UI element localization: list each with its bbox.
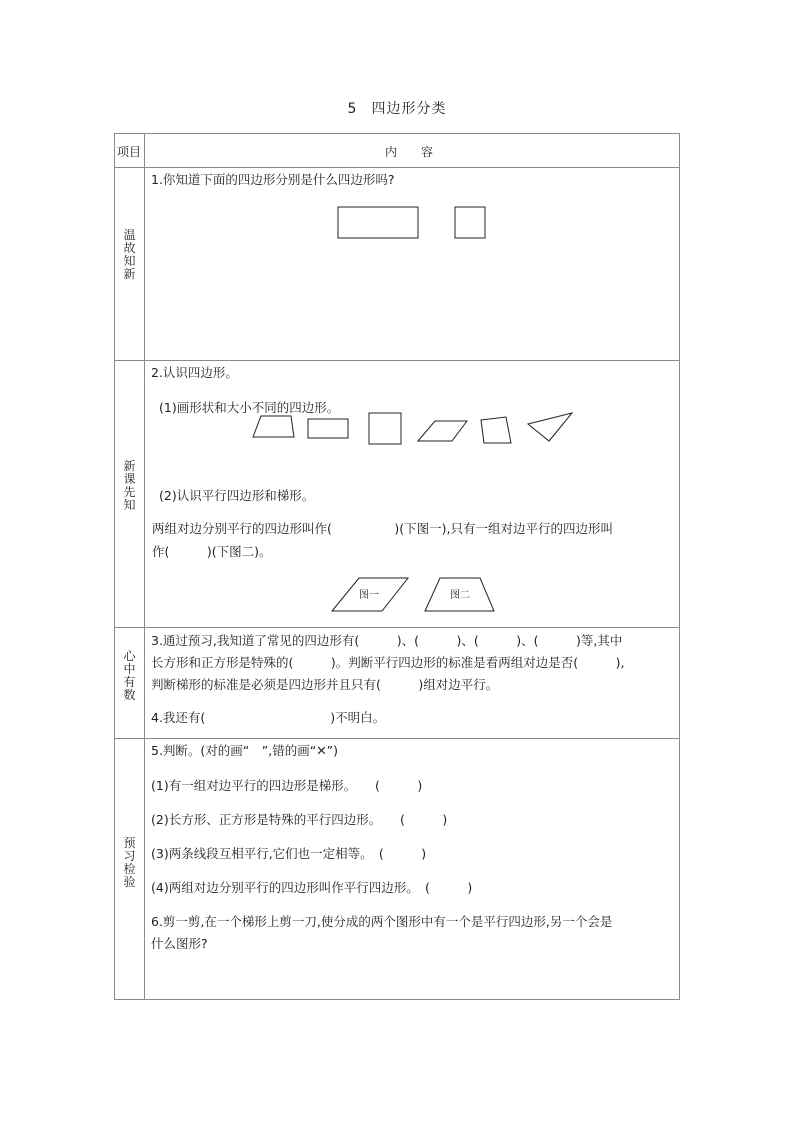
question-6-line-1: 6.剪一剪,在一个梯形上剪一刀,使分成的两个图形中有一个是平行四边形,另一个会是 [151, 914, 613, 929]
question-5-item: (1)有一组对边平行的四边形是梯形。 ( ) [151, 778, 423, 793]
square-shape [455, 207, 485, 238]
section-label-summary: 心 中 有 数 [123, 649, 136, 702]
section-label-review: 温 故 知 新 [123, 228, 136, 281]
question-5-title: 5.判断。(对的画“ ”,错的画“✕”) [151, 743, 339, 758]
section-label-check: 预 习 检 验 [123, 836, 136, 889]
figure-2-label: 图二 [450, 590, 470, 601]
question-5-item: (3)两条线段互相平行,它们也一定相等。 ( ) [151, 846, 427, 861]
figure-1-label: 图一 [359, 590, 379, 601]
question-2-title: 2.认识四边形。 [151, 365, 238, 380]
question-6-line-2: 什么图形? [151, 936, 208, 951]
question-3-line-2: 长方形和正方形是特殊的( )。判断平行四边形的标准是看两组对边是否( ), [151, 655, 625, 670]
question-3-line-3: 判断梯形的标准是必须是四边形并且只有( )组对边平行。 [151, 677, 499, 692]
question-1: 1.你知道下面的四边形分别是什么四边形吗? [151, 172, 395, 187]
figures-layer [115, 134, 681, 1001]
question-2-part-2: (2)认识平行四边形和梯形。 [159, 488, 315, 503]
trapezoid-shape [253, 416, 294, 437]
rectangle-shape [338, 207, 418, 238]
square-shape [369, 413, 401, 444]
page-title [0, 98, 794, 118]
header-project: 项目 [117, 145, 142, 159]
section-label-preview: 新 课 先 知 [123, 459, 136, 512]
rectangle-shape [308, 419, 348, 438]
question-2-line-1: 两组对边分别平行的四边形叫作( )(下图一),只有一组对边平行的四边形叫 [152, 521, 613, 536]
concave-quadrilateral-shape [528, 413, 572, 441]
question-2-part-1: (1)画形状和大小不同的四边形。 [159, 400, 340, 415]
question-5-item: (4)两组对边分别平行的四边形叫作平行四边形。 ( ) [151, 880, 473, 895]
quadrilateral-shape [481, 417, 511, 443]
question-2-line-2: 作( )(下图二)。 [152, 544, 272, 559]
parallelogram-shape [418, 421, 467, 441]
header-content: 内 容 [385, 145, 434, 159]
question-5-item: (2)长方形、正方形是特殊的平行四边形。 ( ) [151, 812, 448, 827]
worksheet-table [114, 133, 680, 1000]
title-number: 5 [347, 101, 358, 117]
question-4: 4.我还有( )不明白。 [151, 710, 386, 725]
title-text: 四边形分类 [371, 101, 447, 117]
question-3-line-1: 3.通过预习,我知道了常见的四边形有( )、( )、( )、( )等,其中 [151, 633, 623, 648]
